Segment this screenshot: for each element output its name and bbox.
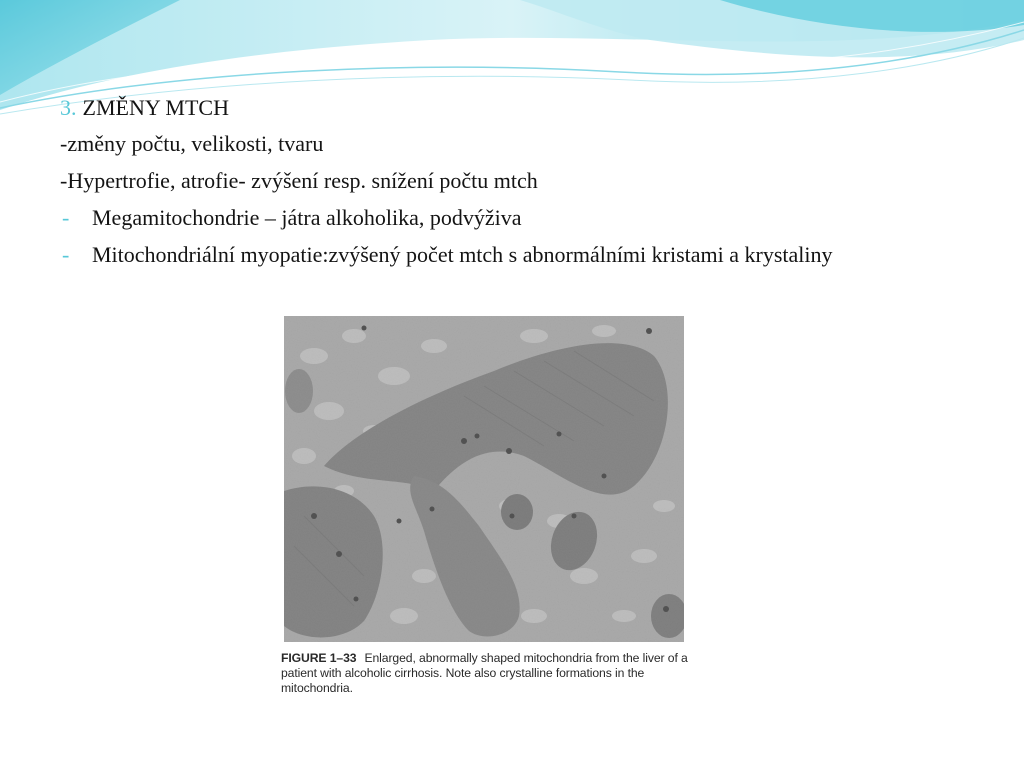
slide-heading: [60, 92, 960, 124]
bullet-text: Megamitochondrie – játra alkoholika, podvýživa: [92, 205, 522, 230]
bullet-item-myopathy: [60, 239, 960, 271]
bullet-dash: -: [62, 242, 70, 267]
electron-micrograph-image: [284, 316, 684, 642]
bullet-text: Mitochondriální myopatie:zvýšený počet mtch s abnormálními kristami a krystaliny: [92, 242, 833, 267]
text-line-hypertrophy: -Hypertrofie, atrofie- zvýšení resp. snížení počtu mtch: [60, 168, 538, 193]
slide-body: [60, 92, 960, 276]
bullet-item-megamitochondria: [60, 202, 960, 234]
text-line-changes: -změny počtu, velikosti, tvaru: [60, 131, 324, 156]
micrograph-figure: [281, 314, 691, 706]
heading-number: 3.: [60, 95, 77, 120]
figure-caption-text: Enlarged, abnormally shaped mitochondria from the liver of a patient with alcoholic cirrhosis. Note also crystalline formations in the mitochondria.: [281, 651, 688, 695]
bullet-dash: -: [62, 205, 70, 230]
figure-label: FIGURE 1–33: [281, 651, 357, 665]
figure-caption: [281, 651, 691, 696]
heading-text: ZMĚNY MTCH: [82, 95, 229, 120]
